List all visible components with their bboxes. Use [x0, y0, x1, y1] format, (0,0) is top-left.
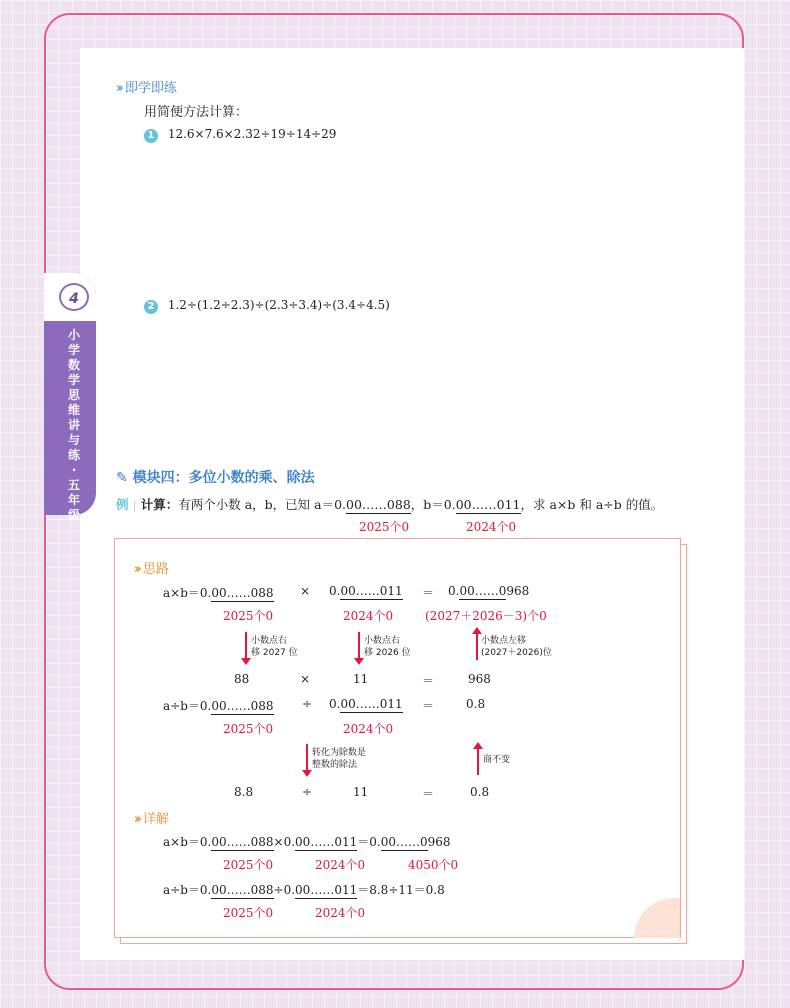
thinking-heading — [134, 558, 169, 577]
double-chevron-icon: ›› — [116, 81, 121, 96]
value-a: 8.8 — [234, 785, 254, 799]
double-chevron-icon: ›› — [134, 562, 139, 577]
expr-lhs: a×b＝0. — [163, 586, 212, 600]
book-title-vertical: 小 学 数 学 思 维 讲 与 练 · 五 年 级 — [67, 328, 80, 522]
value-b: 11 — [353, 672, 369, 686]
practice-instruction: 用简便方法计算： — [144, 105, 249, 120]
example-label: 计算： — [140, 497, 179, 512]
brace-label: 2024个0 — [315, 858, 366, 872]
solution-line-2 — [163, 881, 445, 898]
brace-label: 2024个0 — [466, 520, 517, 534]
brace-label: 2025个0 — [223, 906, 274, 920]
op: × — [300, 672, 311, 686]
problem-number-badge: 2 — [144, 300, 158, 314]
b-digits: 00……011 — [295, 883, 358, 897]
b-expr — [329, 584, 403, 598]
op: ÷ — [302, 785, 313, 799]
arrow-note: 商不变 — [483, 755, 511, 765]
r-pre: 0. — [448, 584, 460, 598]
down-arrow-icon — [245, 632, 247, 660]
value-a: 88 — [234, 672, 250, 686]
brace-label: (2027＋2026－3)个0 — [425, 609, 547, 623]
thinking-row-1 — [163, 584, 274, 601]
thinking-row-3 — [163, 697, 274, 714]
chapter-number: 4 — [59, 283, 89, 311]
value-b: 11 — [353, 785, 369, 799]
b-expr — [329, 697, 403, 711]
example-statement: 例 | 计算：有两个小数 a，b，已知 a＝0.00……088，b＝0.00……011，求 a×b 和 a÷b 的值。 — [116, 497, 664, 512]
arrow-note: 小数点右 移 2027 位 — [251, 636, 298, 658]
b-pre: 0. — [329, 584, 341, 598]
b-digits: 00……011 — [340, 697, 403, 711]
op: ÷ — [302, 697, 313, 711]
down-arrow-icon — [306, 744, 308, 772]
op: × — [300, 584, 311, 598]
problem-expression: 1.2÷(1.2÷2.3)÷(2.3÷3.4)÷(3.4÷4.5) — [167, 298, 390, 312]
example-b-pre: ，b＝0. — [410, 497, 456, 512]
problem-number-badge: 1 — [144, 129, 158, 143]
a-digits: 00……088 — [211, 883, 274, 897]
module-title-text: 模块四：多位小数的乘、除法 — [132, 470, 315, 486]
expr-lhs: a×b＝0. — [163, 835, 212, 849]
expr-mid: ×0. — [273, 835, 296, 849]
r-post: 968 — [506, 584, 530, 598]
example-vars: a，b，已知 a＝0. — [244, 497, 347, 512]
expr-lhs: a÷b＝0. — [163, 699, 212, 713]
value-r: 0.8 — [470, 785, 490, 799]
expr-mid2: ＝0. — [357, 835, 381, 849]
value-r: 968 — [468, 672, 491, 686]
expr-post: ＝8.8÷11＝0.8 — [357, 883, 445, 897]
brace-label: 4050个0 — [408, 858, 459, 872]
r-digits: 00……0 — [459, 584, 507, 598]
expr-lhs: a÷b＝0. — [163, 883, 212, 897]
arrow-note: 小数点左移 (2027＋2026)位 — [481, 636, 552, 658]
a-digits: 00……088 — [211, 835, 274, 849]
brace-label: 2024个0 — [343, 609, 394, 623]
example-tag: 例 — [116, 497, 129, 512]
b-digits: 00……011 — [295, 835, 358, 849]
pencil-icon: ✎ — [116, 470, 128, 486]
brace-label: 2025个0 — [223, 858, 274, 872]
up-arrow-icon — [476, 632, 478, 660]
brace-label: 2024个0 — [343, 722, 394, 736]
arrow-note: 小数点右 移 2026 位 — [364, 636, 411, 658]
solution-line-1 — [163, 833, 451, 850]
brace-label: 2025个0 — [223, 609, 274, 623]
up-arrow-icon — [477, 747, 479, 775]
solution-heading-text: 详解 — [142, 812, 169, 827]
equals: ＝ — [422, 674, 435, 688]
module-title — [116, 467, 315, 487]
value-r: 0.8 — [466, 697, 486, 711]
example-text-post: ，求 a×b 和 a÷b 的值。 — [520, 497, 664, 512]
r-digits: 00……0 — [380, 835, 428, 849]
double-chevron-icon: ›› — [134, 812, 139, 827]
solution-heading — [134, 808, 169, 827]
down-arrow-icon — [358, 632, 360, 660]
equals: ＝ — [422, 586, 435, 600]
b-pre: 0. — [329, 697, 341, 711]
thinking-heading-text: 思路 — [142, 562, 169, 577]
expr-mid: ÷0. — [273, 883, 296, 897]
brace-label: 2024个0 — [315, 906, 366, 920]
equals: ＝ — [422, 699, 435, 713]
brace-label: 2025个0 — [223, 722, 274, 736]
practice-heading-text: 即学即练 — [124, 81, 177, 96]
brace-label: 2025个0 — [359, 520, 410, 534]
problem-expression: 12.6×7.6×2.32÷19÷14÷29 — [167, 127, 337, 141]
a-digits: 00……088 — [211, 586, 274, 600]
expr-post: 968 — [427, 835, 451, 849]
problem-2 — [144, 298, 390, 314]
practice-heading — [116, 77, 177, 96]
b-digits: 00……011 — [340, 584, 403, 598]
problem-1 — [144, 127, 336, 143]
result-expr — [448, 584, 529, 598]
example-text: 有两个小数 — [178, 497, 241, 512]
b-digits: 00……011 — [455, 497, 521, 512]
a-digits: 00……088 — [211, 699, 274, 713]
a-digits: 00……088 — [346, 497, 411, 512]
arrow-note: 转化为除数是 整数的除法 — [312, 748, 367, 770]
equals: ＝ — [422, 787, 435, 801]
